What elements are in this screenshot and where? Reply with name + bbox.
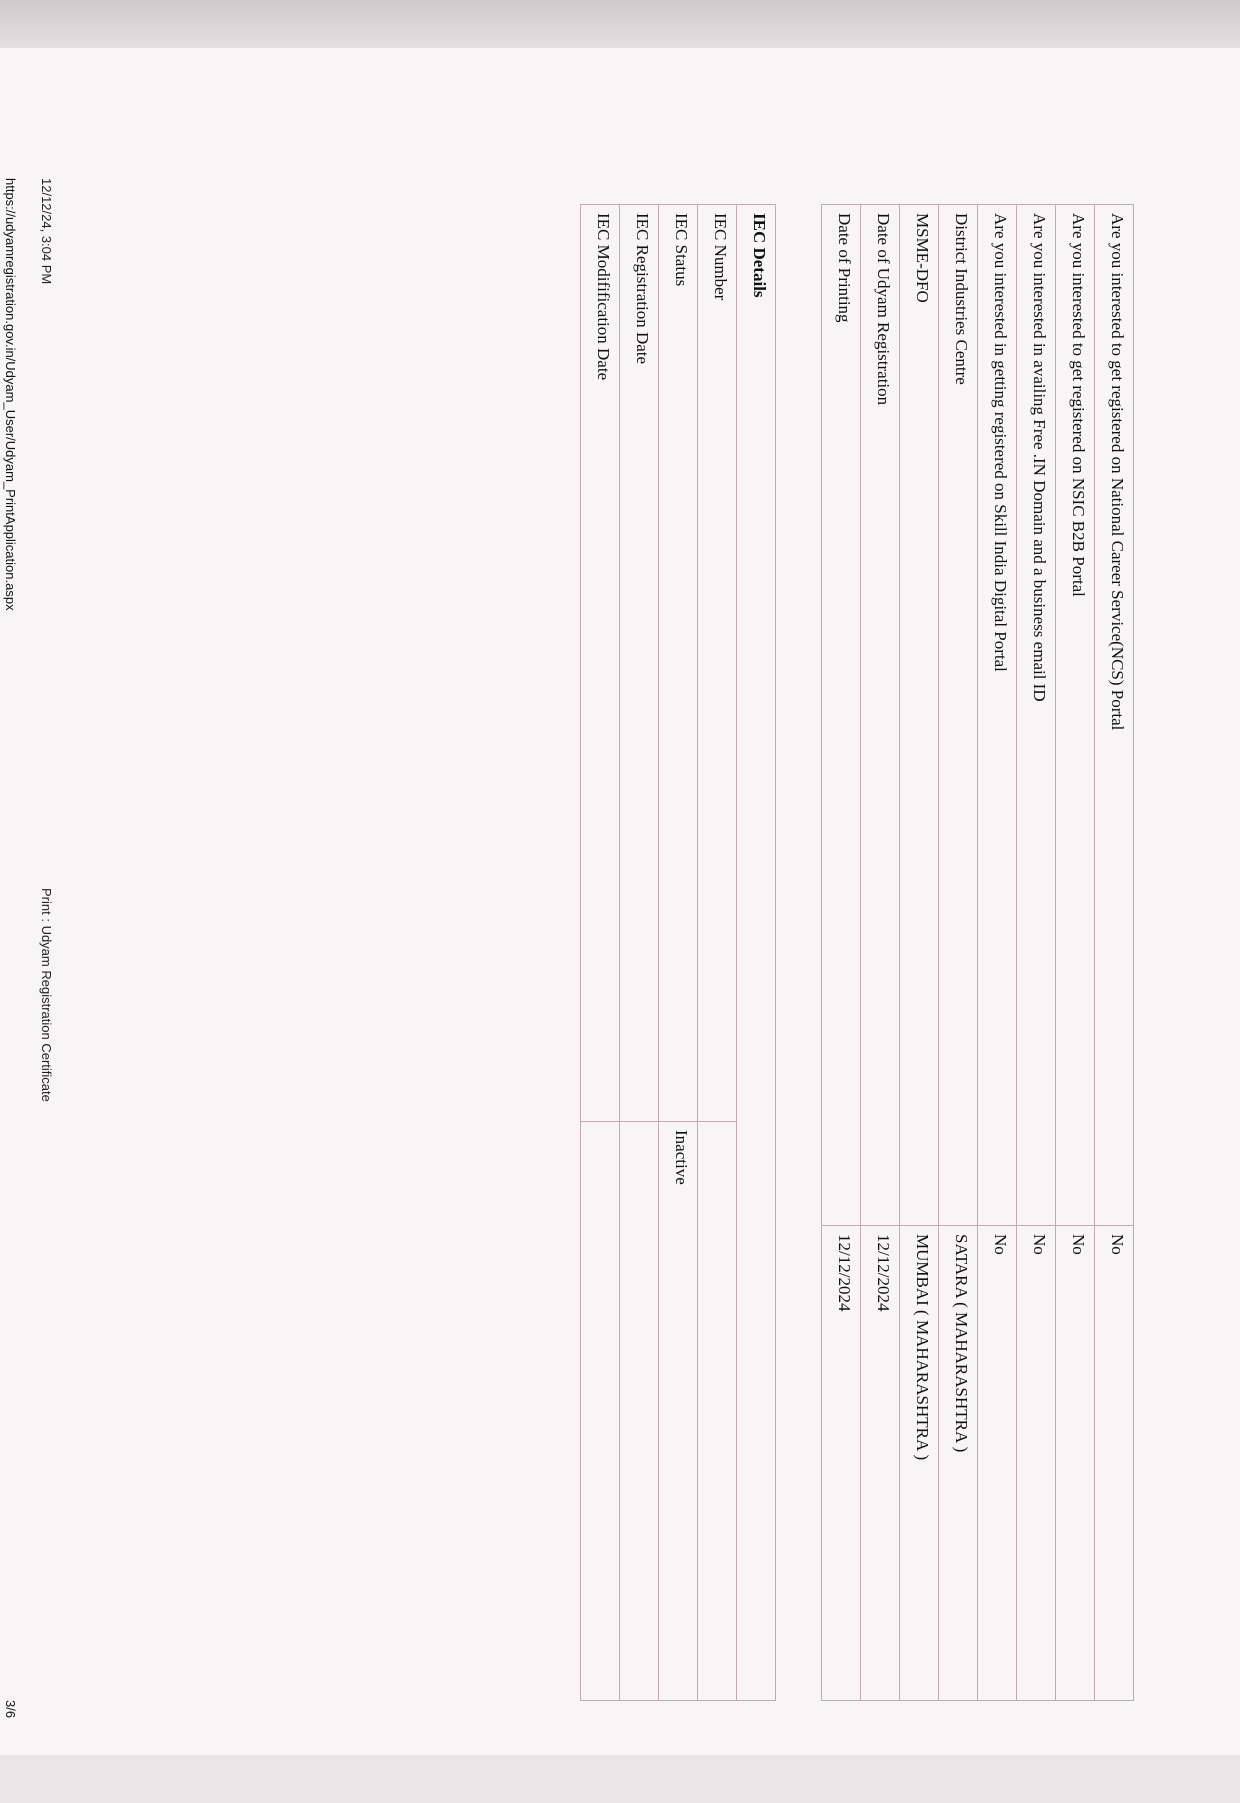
- row-value: No: [1095, 1226, 1134, 1701]
- table-row: [620, 205, 659, 1701]
- row-label: IEC Registration Date: [620, 205, 659, 1122]
- page-number: 3/6: [3, 1700, 18, 1719]
- table-row: [822, 205, 861, 1701]
- row-label: IEC Status: [659, 205, 698, 1122]
- print-datetime: 12/12/24, 3:04 PM: [39, 178, 54, 285]
- row-value: [620, 1122, 659, 1701]
- scan-edge: [0, 0, 1240, 48]
- row-label: Are you interested in availing Free .IN Domain and a business email ID: [1017, 205, 1056, 1226]
- row-value: No: [1056, 1226, 1095, 1701]
- row-label: Are you interested to get registered on National Career Service(NCS) Portal: [1095, 205, 1134, 1226]
- row-label: District Industries Centre: [939, 205, 978, 1226]
- table-row: [1056, 205, 1095, 1701]
- page-title: Print : Udyam Registration Certificate: [39, 888, 54, 1102]
- table-row: [978, 205, 1017, 1701]
- row-value: [698, 1122, 737, 1701]
- row-value: SATARA ( MAHARASHTRA ): [939, 1226, 978, 1701]
- row-value: Inactive: [659, 1122, 698, 1701]
- row-value: No: [978, 1226, 1017, 1701]
- document-page: [0, 48, 1240, 1755]
- rotated-content: [0, 48, 1240, 1803]
- registration-details-table: [821, 204, 1134, 1701]
- table-heading-row: [737, 205, 776, 1701]
- row-value: 12/12/2024: [822, 1226, 861, 1701]
- table-row: [659, 205, 698, 1701]
- iec-details-table: [580, 204, 776, 1701]
- row-value: No: [1017, 1226, 1056, 1701]
- row-label: Date of Udyam Registration: [861, 205, 900, 1226]
- row-label: IEC Number: [698, 205, 737, 1122]
- table-row: [939, 205, 978, 1701]
- table-row: [1095, 205, 1134, 1701]
- table-row: [861, 205, 900, 1701]
- row-label: Are you interested to get registered on NSIC B2B Portal: [1056, 205, 1095, 1226]
- page-url: https://udyamregistration.gov.in/Udyam_User/Udyam_PrintApplication.aspx: [3, 178, 18, 611]
- row-value: 12/12/2024: [861, 1226, 900, 1701]
- row-label: MSME-DFO: [900, 205, 939, 1226]
- row-label: Are you interested in getting registered on Skill India Digital Portal: [978, 205, 1017, 1226]
- row-label: IEC Modifification Date: [581, 205, 620, 1122]
- row-value: [581, 1122, 620, 1701]
- row-value: MUMBAI ( MAHARASHTRA ): [900, 1226, 939, 1701]
- table-row: [581, 205, 620, 1701]
- section-heading: IEC Details: [737, 205, 776, 1701]
- table-row: [900, 205, 939, 1701]
- row-label: Date of Printing: [822, 205, 861, 1226]
- table-row: [698, 205, 737, 1701]
- table-row: [1017, 205, 1056, 1701]
